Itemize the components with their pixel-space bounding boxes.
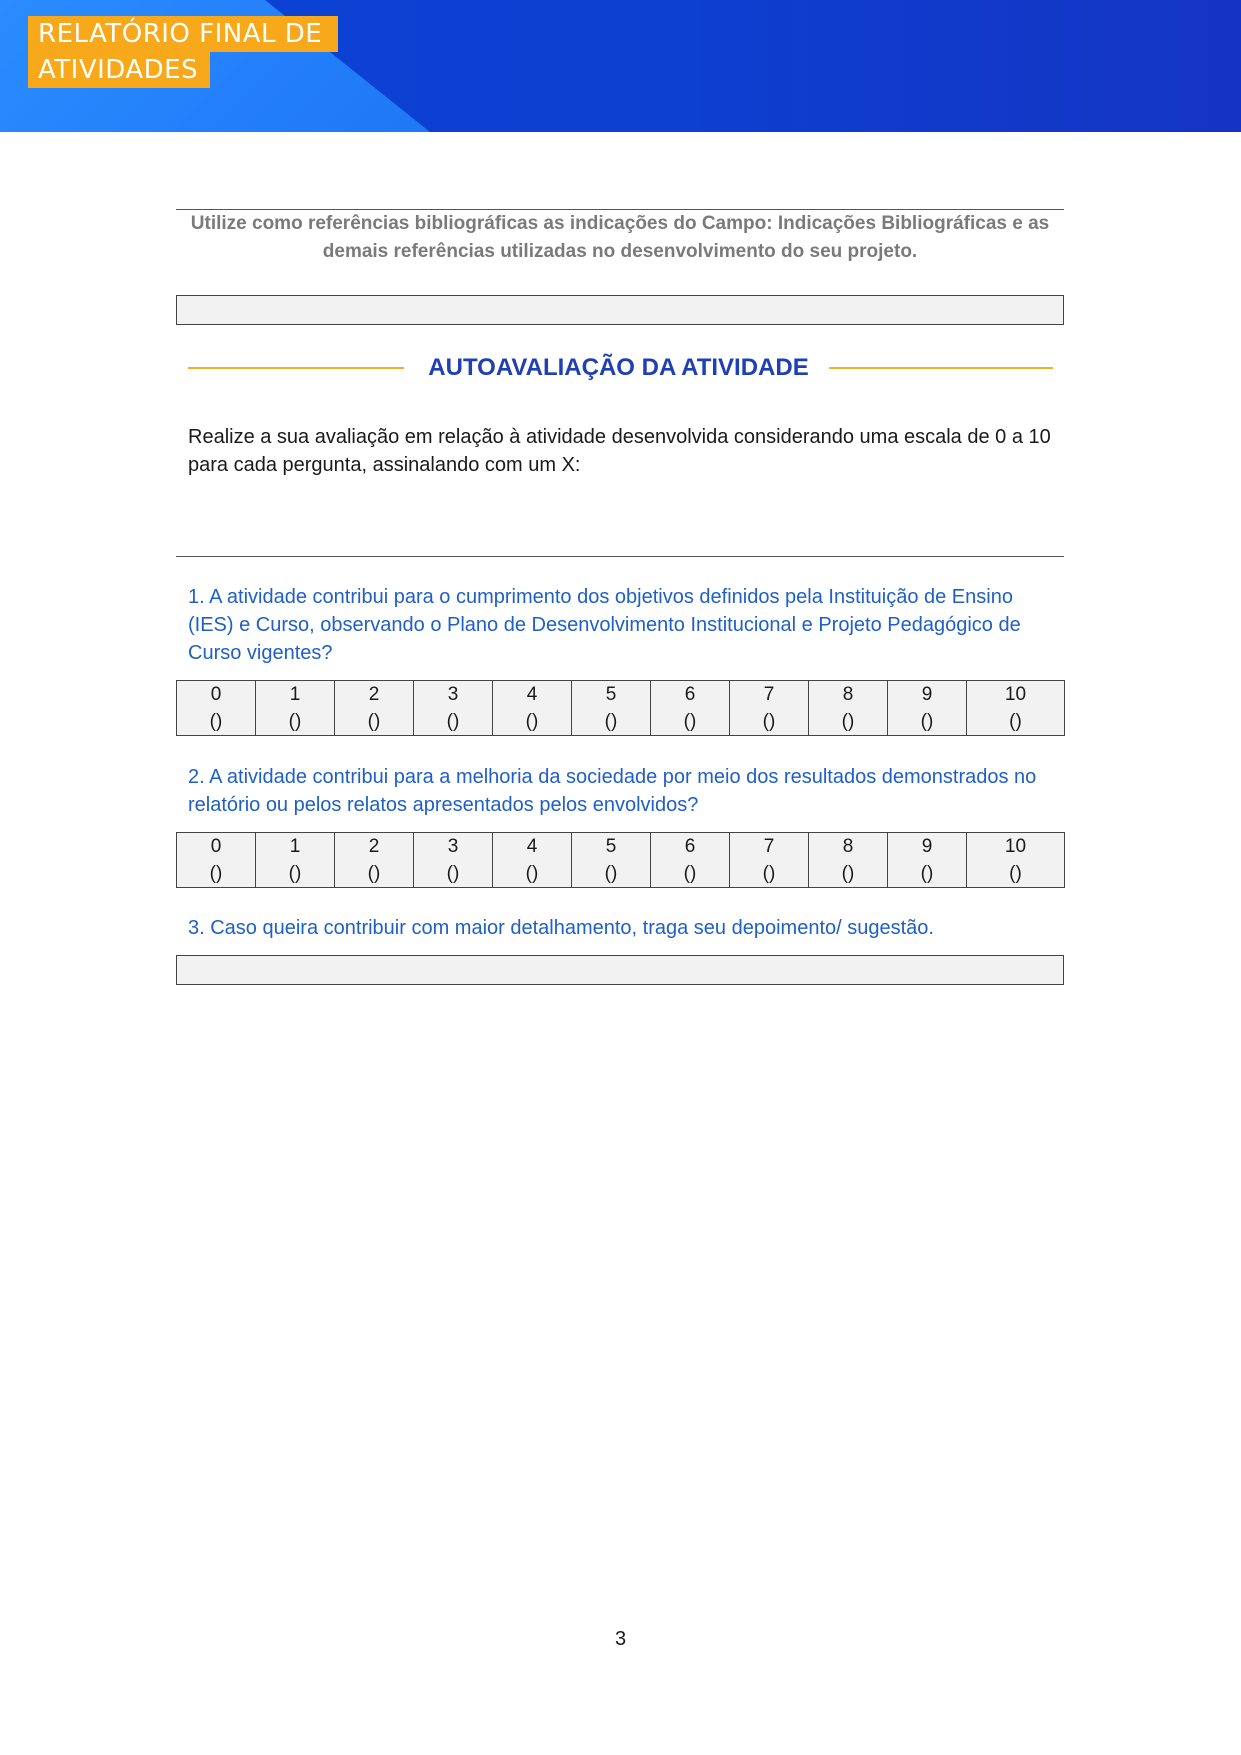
rating-checkbox[interactable]: () (446, 711, 460, 732)
rating-checkbox[interactable]: () (1009, 863, 1022, 884)
rating-option[interactable] (256, 833, 335, 888)
question-3: 3. Caso queira contribuir com maior detalhamento, traga seu depoimento/ sugestão. (188, 917, 934, 939)
rating-option[interactable] (651, 833, 730, 888)
references-field[interactable] (176, 295, 1064, 325)
heading-right-rule (829, 367, 1053, 369)
rating-checkbox[interactable]: () (288, 711, 302, 732)
rating-option[interactable] (572, 681, 651, 736)
rating-value: 9 (921, 836, 933, 857)
header-banner (0, 0, 1241, 132)
rating-value: 5 (605, 836, 617, 857)
rating-option[interactable] (414, 681, 493, 736)
rating-checkbox[interactable]: () (367, 711, 381, 732)
question-1: 1. A atividade contribui para o cumprimento dos objetivos definidos pela Instituição de Ensino (IES) e Curso, observando o Plano de Desenvolvimento Institucional e Projeto Pedagógico de Curso vigentes? (188, 586, 1021, 664)
rating-value: 6 (684, 684, 696, 705)
rating-value: 3 (447, 836, 459, 857)
rating-value: 4 (526, 684, 538, 705)
rating-option[interactable] (572, 833, 651, 888)
rating-option[interactable] (177, 833, 256, 888)
rating-checkbox[interactable]: () (288, 863, 302, 884)
rating-value: 3 (447, 684, 459, 705)
rating-scale-q1 (176, 680, 1065, 736)
rating-checkbox[interactable]: () (683, 711, 697, 732)
assessment-instructions: Realize a sua avaliação em relação à atividade desenvolvida considerando uma escala de 0 a 10 para cada pergunta, assinalando com um X: (188, 426, 1051, 476)
rating-option[interactable] (177, 681, 256, 736)
document-title-line-1: RELATÓRIO FINAL DE (28, 16, 338, 52)
rating-checkbox[interactable]: () (920, 863, 934, 884)
rating-checkbox[interactable]: () (604, 863, 618, 884)
rating-option[interactable] (335, 833, 414, 888)
rating-value: 6 (684, 836, 696, 857)
rating-option[interactable] (414, 833, 493, 888)
rating-value: 0 (210, 836, 222, 857)
testimony-field[interactable] (176, 955, 1064, 985)
rating-option[interactable] (730, 833, 809, 888)
question-2: 2. A atividade contribui para a melhoria da sociedade por meio dos resultados demonstrados no relatório ou pelos relatos apresentados pelos envolvidos? (188, 766, 1037, 816)
rating-checkbox[interactable]: () (209, 863, 223, 884)
rating-value: 2 (368, 836, 380, 857)
rating-value: 9 (921, 684, 933, 705)
rating-checkbox[interactable]: () (367, 863, 381, 884)
rating-option[interactable] (888, 681, 967, 736)
rating-checkbox[interactable]: () (762, 711, 776, 732)
rating-scale-q2 (176, 832, 1065, 888)
rating-checkbox[interactable]: () (762, 863, 776, 884)
rating-value: 1 (289, 684, 301, 705)
rating-checkbox[interactable]: () (683, 863, 697, 884)
rating-option[interactable] (809, 833, 888, 888)
self-assessment-title: AUTOAVALIAÇÃO DA ATIVIDADE (428, 354, 809, 381)
rating-value: 4 (526, 836, 538, 857)
rating-value: 0 (210, 684, 222, 705)
references-instruction: Utilize como referências bibliográficas as indicações do Campo: Indicações Bibliográficas e as demais referências utilizadas no desenvolvimento do seu projeto. (190, 213, 1050, 262)
document-title (28, 16, 338, 88)
rating-option[interactable] (967, 681, 1065, 736)
self-assessment-heading (176, 350, 1064, 386)
rating-value: 7 (763, 684, 775, 705)
rating-checkbox[interactable]: () (209, 711, 223, 732)
rating-value: 7 (763, 836, 775, 857)
rating-value: 10 (1004, 684, 1027, 705)
document-title-line-2: ATIVIDADES (28, 52, 210, 88)
rating-checkbox[interactable]: () (525, 711, 539, 732)
heading-left-rule (188, 367, 404, 369)
rating-option[interactable] (651, 681, 730, 736)
rating-option[interactable] (493, 833, 572, 888)
rating-value: 2 (368, 684, 380, 705)
rating-option[interactable] (335, 681, 414, 736)
rating-checkbox[interactable]: () (446, 863, 460, 884)
rating-option[interactable] (730, 681, 809, 736)
rating-option[interactable] (809, 681, 888, 736)
rating-checkbox[interactable]: () (841, 711, 855, 732)
rating-option[interactable] (967, 833, 1065, 888)
rating-checkbox[interactable]: () (525, 863, 539, 884)
rating-value: 8 (842, 836, 854, 857)
rating-checkbox[interactable]: () (1009, 711, 1022, 732)
rating-value: 10 (1004, 836, 1027, 857)
rating-option[interactable] (493, 681, 572, 736)
rating-value: 5 (605, 684, 617, 705)
rating-option[interactable] (256, 681, 335, 736)
rating-option[interactable] (888, 833, 967, 888)
rating-value: 8 (842, 684, 854, 705)
page-number: 3 (614, 1628, 627, 1650)
section-divider (176, 556, 1064, 557)
rating-checkbox[interactable]: () (841, 863, 855, 884)
rating-checkbox[interactable]: () (604, 711, 618, 732)
rating-checkbox[interactable]: () (920, 711, 934, 732)
rating-value: 1 (289, 836, 301, 857)
